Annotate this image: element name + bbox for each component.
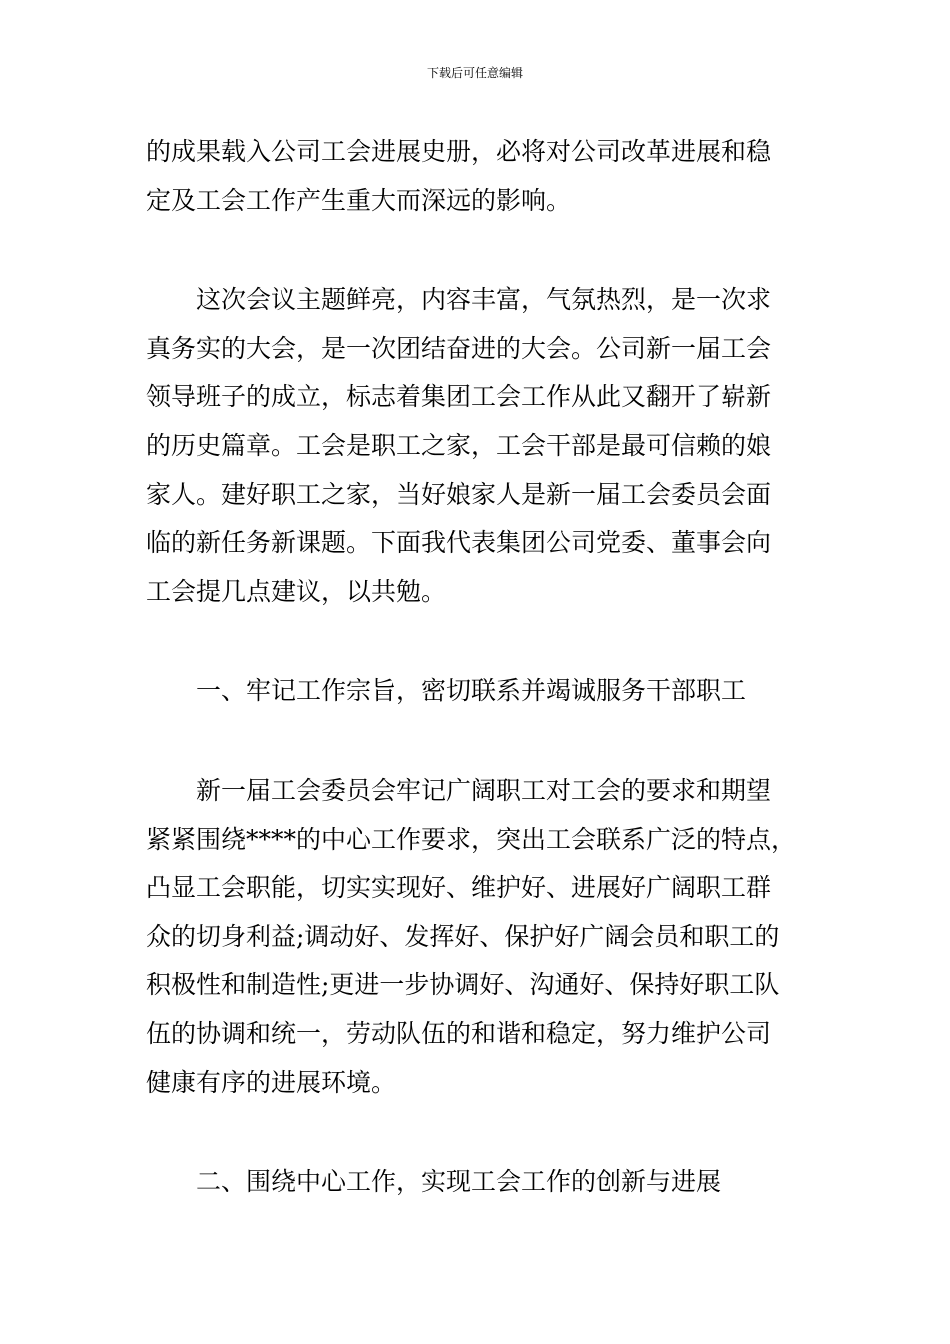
text-line: 凸显工会职能，切实实现好、维护好、进展好广阔职工群 bbox=[146, 873, 772, 903]
paragraph-meeting-summary bbox=[146, 276, 826, 616]
text-line: 的历史篇章。工会是职工之家，工会干部是最可信赖的娘 bbox=[146, 430, 772, 460]
heading-text: 一、牢记工作宗旨，密切联系并竭诚服务干部职工 bbox=[196, 676, 747, 706]
heading-text: 二、围绕中心工作，实现工会工作的创新与进展 bbox=[196, 1167, 722, 1197]
paragraph-continuation bbox=[146, 128, 826, 225]
page-header bbox=[0, 64, 950, 82]
paragraph-section-one-body bbox=[146, 767, 826, 1107]
text-line: 领导班子的成立，标志着集团工会工作从此又翻开了崭新 bbox=[146, 382, 772, 412]
text-line: 紧紧围绕****的中心工作要求，突出工会联系广泛的特点， bbox=[146, 824, 797, 854]
text-line: 积极性和制造性;更进一步协调好、沟通好、保持好职工队 bbox=[146, 970, 780, 1000]
text-line: 众的切身利益;调动好、发挥好、保护好广阔会员和职工的 bbox=[146, 921, 780, 951]
header-text: 下载后可任意编辑 bbox=[426, 66, 523, 80]
text-line: 定及工会工作产生重大而深远的影响。 bbox=[146, 185, 572, 215]
text-line: 伍的协调和统一，劳动队伍的和谐和稳定，努力维护公司 bbox=[146, 1018, 772, 1048]
text-line: 健康有序的进展环境。 bbox=[146, 1067, 397, 1097]
text-line: 工会提几点建议，以共勉。 bbox=[146, 576, 447, 606]
document-body bbox=[146, 128, 826, 1207]
text-line: 新一届工会委员会牢记广阔职工对工会的要求和期望 bbox=[196, 775, 772, 805]
section-heading-two bbox=[146, 1158, 826, 1207]
text-line: 这次会议主题鲜亮，内容丰富，气氛热烈，是一次求 bbox=[196, 285, 772, 315]
text-line: 家人。建好职工之家，当好娘家人是新一届工会委员会面 bbox=[146, 479, 772, 509]
text-line: 真务实的大会，是一次团结奋进的大会。公司新一届工会 bbox=[146, 333, 772, 363]
text-line: 的成果载入公司工会进展史册，必将对公司改革进展和稳 bbox=[146, 137, 772, 166]
text-line: 临的新任务新课题。下面我代表集团公司党委、董事会向 bbox=[146, 528, 772, 558]
section-heading-one bbox=[146, 667, 826, 716]
